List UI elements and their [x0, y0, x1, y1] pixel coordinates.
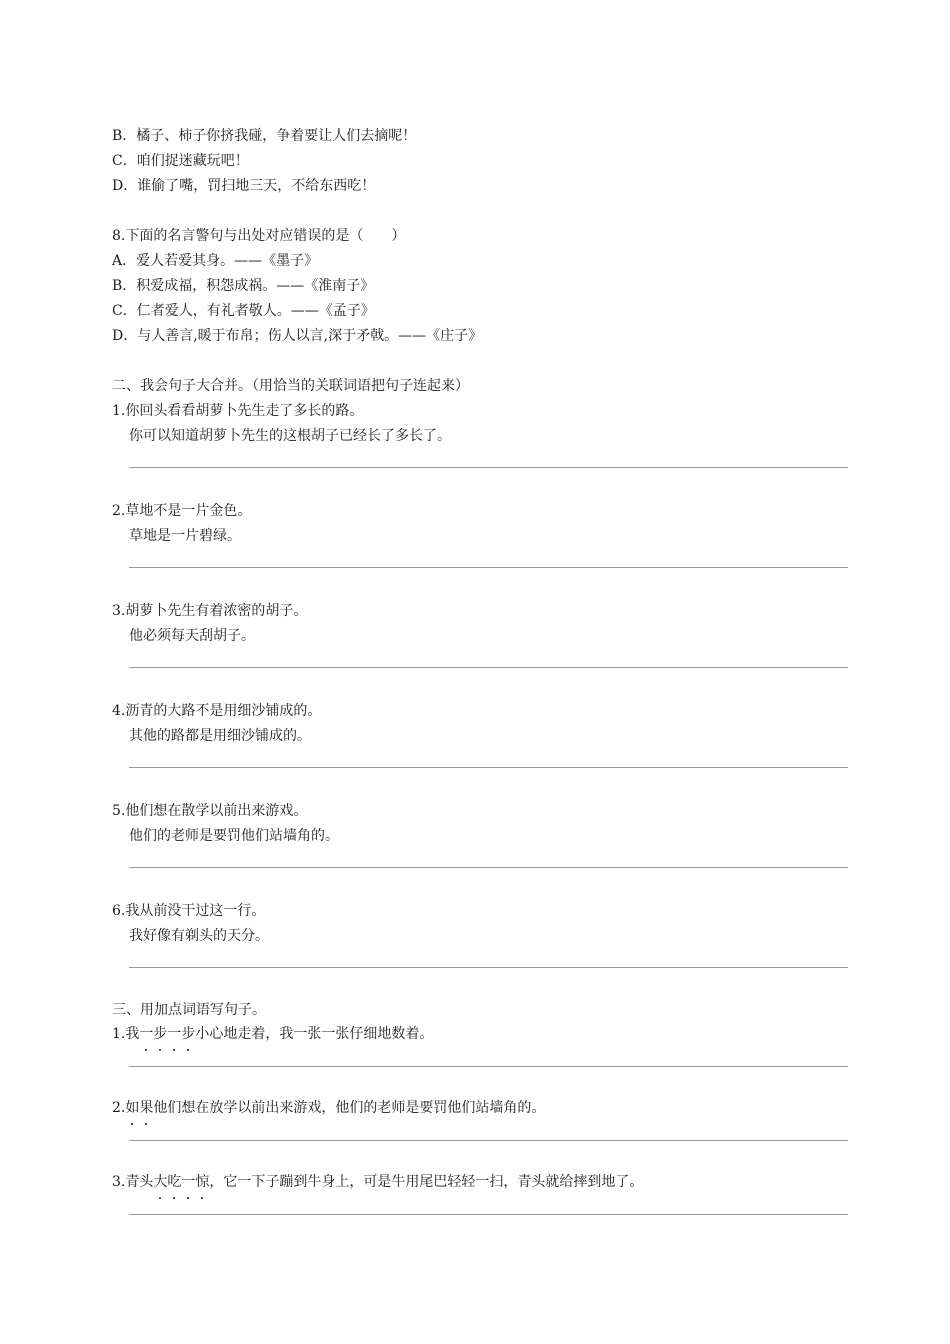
s2-item4-second: 其他的路都是用细沙铺成的。	[129, 728, 311, 744]
s2-item1-first: 1.你回头看看胡萝卜先生走了多长的路。	[112, 403, 364, 419]
q7-option-b: B．橘子、柿子你挤我碰，争着要让人们去摘呢！	[112, 128, 417, 144]
s3-item2-prefix: 2.	[112, 1100, 126, 1116]
dotted-word	[139, 1026, 195, 1042]
dotted-word	[153, 1174, 209, 1190]
q8-option-d: D．与人善言,暖于布帛；伤人以言,深于矛戟。——《庄子》	[112, 328, 483, 344]
answer-line[interactable]	[129, 767, 848, 768]
s2-item2-first: 2.草地不是一片金色。	[112, 503, 252, 519]
q8-option-b: B．积爱成福，积怨成祸。——《淮南子》	[112, 278, 375, 294]
answer-line[interactable]	[129, 1066, 848, 1067]
q8-option-a: A．爱人若爱其身。——《墨子》	[112, 253, 319, 269]
dotted-char: 惊	[195, 1174, 210, 1190]
dotted-char: 吃	[167, 1174, 182, 1190]
s2-item3-second: 他必须每天刮胡子。	[129, 628, 255, 644]
answer-line[interactable]	[129, 1214, 848, 1215]
q8-question: 8.下面的名言警句与出处对应错误的是（ ）	[112, 228, 406, 244]
dotted-char: 如	[125, 1100, 140, 1116]
dotted-char: 一	[181, 1174, 196, 1190]
s2-item6-first: 6.我从前没干过这一行。	[112, 903, 266, 919]
s2-item1-second: 你可以知道胡萝卜先生的这根胡子已经长了多长了。	[129, 428, 451, 444]
section2-title: 二、我会句子大合并。（用恰当的关联词语把句子连起来）	[112, 378, 469, 394]
s3-item3-prefix: 3.青头	[112, 1174, 154, 1190]
s3-item1-prefix: 1.我	[112, 1026, 140, 1042]
s2-item6-second: 我好像有剃头的天分。	[129, 928, 269, 944]
answer-line[interactable]	[129, 567, 848, 568]
s3-item1	[112, 1025, 433, 1043]
dotted-char: 步	[153, 1026, 168, 1042]
s3-item3-suffix: ，它一下子蹦到牛身上，可是牛用尾巴轻轻一扫，青头就给摔到地了。	[209, 1174, 644, 1190]
s3-item1-suffix: 小心地走着，我一张一张仔细地数着。	[195, 1026, 434, 1042]
s2-item5-second: 他们的老师是要罚他们站墙角的。	[129, 828, 339, 844]
s2-item4-first: 4.沥青的大路不是用细沙铺成的。	[112, 703, 322, 719]
dotted-char: 一	[139, 1026, 154, 1042]
dotted-word	[125, 1100, 153, 1116]
s2-item2-second: 草地是一片碧绿。	[129, 528, 241, 544]
dotted-char: 大	[153, 1174, 168, 1190]
answer-line[interactable]	[129, 667, 848, 668]
answer-line[interactable]	[129, 1140, 848, 1141]
s3-item2	[112, 1099, 545, 1117]
q8-option-c: C．仁者爱人，有礼者敬人。——《孟子》	[112, 303, 375, 319]
answer-line[interactable]	[129, 867, 848, 868]
dotted-char: 步	[181, 1026, 196, 1042]
s2-item5-first: 5.他们想在散学以前出来游戏。	[112, 803, 308, 819]
answer-line[interactable]	[129, 467, 848, 468]
s2-item3-first: 3.胡萝卜先生有着浓密的胡子。	[112, 603, 308, 619]
answer-line[interactable]	[129, 967, 848, 968]
s3-item2-suffix: 他们想在放学以前出来游戏，他们的老师是要罚他们站墙角的。	[153, 1100, 546, 1116]
s3-item3	[112, 1173, 643, 1191]
dotted-char: 果	[139, 1100, 154, 1116]
q7-option-d: D．谁偷了嘴，罚扫地三天，不给东西吃！	[112, 178, 376, 194]
section3-title: 三、用加点词语写句子。	[112, 1002, 266, 1018]
dotted-char: 一	[167, 1026, 182, 1042]
q7-option-c: C．咱们捉迷藏玩吧！	[112, 153, 249, 169]
